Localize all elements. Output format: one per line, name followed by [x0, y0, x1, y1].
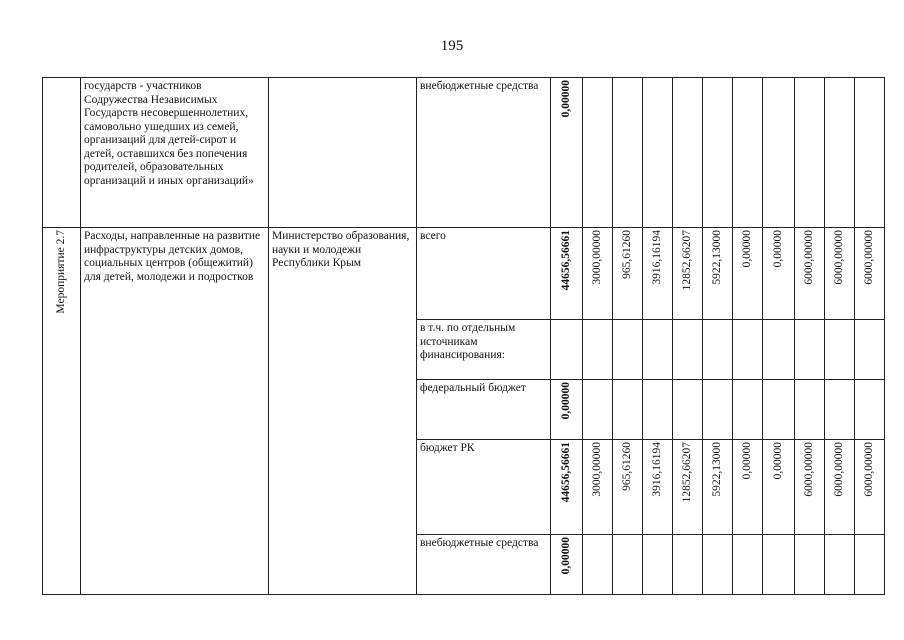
- value-cell: 5922,13000: [703, 440, 733, 535]
- value-cell: [825, 535, 855, 595]
- description-cell: Расходы, направленные на развитие инфраструктуры детских домов, социальных центров (общежитий) для детей, молодежи и подростков: [81, 228, 269, 595]
- value-cell: 3916,16194: [643, 440, 673, 535]
- value-cell: [583, 380, 613, 440]
- value-cell: [795, 78, 825, 228]
- value-cell: 5922,13000: [703, 228, 733, 320]
- value-cell: 6000,00000: [795, 440, 825, 535]
- value-cell: [703, 320, 733, 380]
- total-cell: 0,00000: [551, 535, 583, 595]
- table-row: [43, 228, 885, 320]
- value-cell: 0,00000: [733, 440, 763, 535]
- value-cell: 3916,16194: [643, 228, 673, 320]
- value-cell: 3000,00000: [583, 440, 613, 535]
- value-cell: [643, 78, 673, 228]
- value-cell: [703, 78, 733, 228]
- page-number: 195: [440, 38, 464, 54]
- value-cell: [825, 320, 855, 380]
- funding-source-cell: внебюджетные средства: [417, 78, 551, 228]
- value-cell: 6000,00000: [795, 228, 825, 320]
- value-cell: [673, 78, 703, 228]
- value-cell: [733, 380, 763, 440]
- executor-cell: Министерство образования, науки и молодежи Республики Крым: [269, 228, 417, 595]
- value-cell: 0,00000: [733, 228, 763, 320]
- value-cell: [703, 380, 733, 440]
- value-cell: [855, 320, 885, 380]
- value-cell: [703, 535, 733, 595]
- measure-cell: Мероприятие 2.7: [43, 228, 81, 595]
- value-cell: 965,61260: [613, 228, 643, 320]
- value-cell: 6000,00000: [825, 440, 855, 535]
- value-cell: [583, 78, 613, 228]
- value-cell: [643, 380, 673, 440]
- value-cell: 12852,66207: [673, 440, 703, 535]
- value-cell: 6000,00000: [825, 228, 855, 320]
- value-cell: 12852,66207: [673, 228, 703, 320]
- value-cell: [763, 320, 795, 380]
- total-cell: 44656,56661: [551, 440, 583, 535]
- value-cell: [613, 535, 643, 595]
- value-cell: [855, 78, 885, 228]
- value-cell: 0,00000: [763, 440, 795, 535]
- value-cell: [673, 535, 703, 595]
- funding-source-cell: в т.ч. по отдельным источникам финансирования:: [417, 320, 551, 380]
- funding-source-cell: бюджет РК: [417, 440, 551, 535]
- value-cell: [795, 380, 825, 440]
- funding-source-cell: всего: [417, 228, 551, 320]
- funding-source-cell: федеральный бюджет: [417, 380, 551, 440]
- value-cell: [673, 380, 703, 440]
- value-cell: [733, 535, 763, 595]
- value-cell: [673, 320, 703, 380]
- value-cell: [733, 320, 763, 380]
- executor-cell: [269, 78, 417, 228]
- value-cell: [763, 380, 795, 440]
- total-cell: 0,00000: [551, 380, 583, 440]
- value-cell: [855, 535, 885, 595]
- total-cell: 44656,56661: [551, 228, 583, 320]
- value-cell: [551, 320, 583, 380]
- value-cell: [613, 320, 643, 380]
- value-cell: [733, 78, 763, 228]
- value-cell: [825, 380, 855, 440]
- value-cell: 0,00000: [763, 228, 795, 320]
- value-cell: [825, 78, 855, 228]
- value-cell: [583, 320, 613, 380]
- value-cell: [795, 320, 825, 380]
- value-cell: [643, 320, 673, 380]
- value-cell: [763, 78, 795, 228]
- value-cell: [855, 380, 885, 440]
- description-cell: государств - участников Содружества Независимых Государств несовершеннолетних, самовольно ушедших из семей, организаций для детей-сирот и детей, оставшихся без попечения родителей, образовательных организаций и иных организаций»: [81, 78, 269, 228]
- total-cell: 0,00000: [551, 78, 583, 228]
- value-cell: [613, 78, 643, 228]
- value-cell: 6000,00000: [855, 228, 885, 320]
- measure-cell: [43, 78, 81, 228]
- budget-table: [42, 77, 885, 595]
- value-cell: 3000,00000: [583, 228, 613, 320]
- table-row: [43, 78, 885, 228]
- value-cell: 965,61260: [613, 440, 643, 535]
- value-cell: [795, 535, 825, 595]
- value-cell: [763, 535, 795, 595]
- value-cell: 6000,00000: [855, 440, 885, 535]
- value-cell: [583, 535, 613, 595]
- value-cell: [613, 380, 643, 440]
- value-cell: [643, 535, 673, 595]
- funding-source-cell: внебюджетные средства: [417, 535, 551, 595]
